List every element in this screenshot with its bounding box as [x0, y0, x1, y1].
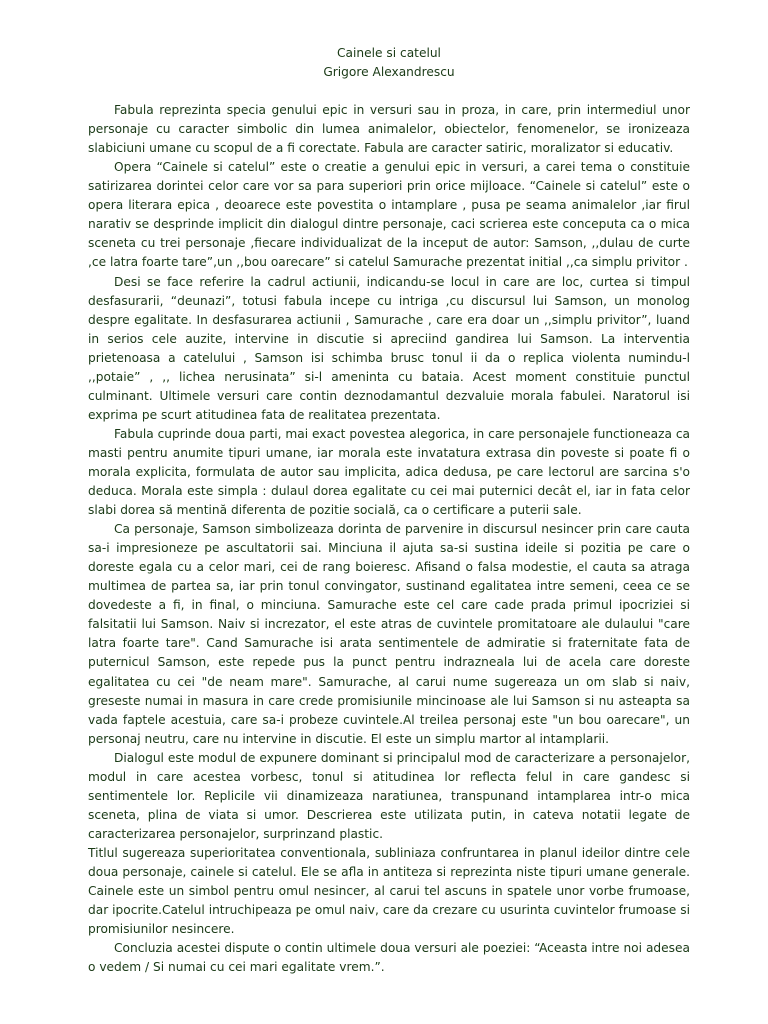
document-author: Grigore Alexandrescu	[323, 65, 455, 80]
paragraph-8: Concluzia acestei dispute o contin ultimele doua versuri ale poeziei: “Aceasta intre noi adesea o vedem / Si numai cu cei mari egalitate vrem.”.	[88, 941, 690, 975]
paragraph-7: Titlul sugereaza superioritatea conventionala, subliniaza confruntarea in planul ideilor dintre cele doua personaje, cainele si catelul. Ele se afla in antiteza si reprezinta niste tipuri umane generale. Cainele este un simbol pentru omul nesincer, al carui tel ascuns in spatele unor vorbe frumoase, dar ipocrite.Catelul intruchipeaza pe omul naiv, care da crezare cu usurinta cuvintelor frumoase si promisiunilor nesincere.	[88, 845, 690, 937]
paragraph-6: Dialogul este modul de expunere dominant si principalul mod de caracterizare a personajelor, modul in care acestea vorbesc, tonul si atitudinea lor reflecta felul in care gandesc si sentimentele lor. Replicile vii dinamizeaza naratiunea, transpunand intamplarea intr-o mica sceneta, plina de viata si umor. Descrierea este utilizata putin, in cateva notatii legate de caracterizarea personajelor, surprinzand plastic.	[88, 750, 690, 841]
title-spacer	[88, 82, 690, 101]
paragraph-3: Desi se face referire la cadrul actiunii, indicandu-se locul in care are loc, curtea si timpul desfasurarii, “deunazi”, totusi fabula incepe cu intriga ,cu discursul lui Samson, un monolog despre egalitate. In desfasurarea actiunii , Samurache , care era doar un ,,simplu privitor”, luand in serios cele auzite, intervine in discutie si apreciind gandirea lui Samson. La interventia prietenoasa a catelului , Samson isi schimba brusc tonul ii da o replica violenta numindu-l ,,potaie” , ,, lichea nerusinata” si-l ameninta cu bataia. Acest moment constituie punctul culminant. Ultimele versuri care contin deznodamantul dezvaluie morala fabulei. Naratorul isi exprima pe scurt atitudinea fata de realitatea prezentata.	[88, 274, 690, 422]
document-body	[88, 101, 690, 977]
paragraph-2: Opera “Cainele si catelul” este o creatie a genului epic in versuri, a carei tema o constituie satirizarea dorintei celor care vor sa para superiori prin orice mijloace. “Cainele si catelul” este o opera literara epica , deoarece este povestita o intamplare , pusa pe seama animalelor ,iar firul narativ se desprinde implicit din dialogul dintre personaje, caci scrierea este conceputa ca o mica sceneta cu trei personaje ,fiecare individualizat de la inceput de autor: Samson, ,,dulau de curte ,ce latra foarte tare”,un ,,bou oarecare” si catelul Samurache prezentat initial ,,ca simplu privitor .	[88, 160, 690, 270]
paragraph-4: Fabula cuprinde doua parti, mai exact povestea alegorica, in care personajele functioneaza ca masti pentru anumite tipuri umane, iar morala este invatatura extrasa din poveste si poate fi o morala explicita, formulata de autor sau implicita, adica dedusa, pe care lectorul are sarcina s'o deduca. Morala este simpla : dulaul dorea egalitate cu cei mai puternici decât el, iar in fata celor slabi dorea să mentină diferenta de pozitie socială, ca o certificare a puterii sale.	[88, 426, 690, 518]
paragraph-5: Ca personaje, Samson simbolizeaza dorinta de parvenire in discursul nesincer prin care cauta sa-i impresioneze pe ascultatorii sai. Minciuna il ajuta sa-si sustina ideile si pozitia pe care o doreste egala cu a celor mari, cei de rang boieresc. Afisand o falsa modestie, el cauta sa atraga multimea de partea sa, iar prin tonul convingator, sustinand egalitatea intre semeni, ceea ce se dovedeste a fi, in final, o minciuna. Samurache este cel care cade prada primul ipocriziei si falsitatii lui Samson. Naiv si increzator, el este atras de cuvintele promitatoare ale dulaului "care latra foarte tare". Cand Samurache isi arata sentimentele de admiratie si fraternitate fata de puternicul Samson, este repede pus la punct pentru indrazneala lui de acela care doreste egalitatea cu cei "de neam mare". Samurache, al carui nume sugereaza un om slab si naiv, greseste numai in masura in care crede promisiunile mincinoase ale lui Samson si nu asteapta sa vada faptele acestuia, care sa-i probeze cuvintele.Al treilea personaj este "un bou oarecare", un personaj neutru, care nu intervine in discutie. El este un simplu martor al intamplarii.	[88, 522, 690, 746]
document-page	[88, 44, 690, 977]
document-title: Cainele si catelul	[337, 46, 441, 60]
paragraph-1: Fabula reprezinta specia genului epic in versuri sau in proza, in care, prin intermediul unor personaje cu caracter simbolic din lumea animalelor, obiectelor, fenomenelor, se ironizeaza slabiciuni umane cu scopul de a fi corectate. Fabula are caracter satiric, moralizator si educativ.	[88, 103, 690, 156]
